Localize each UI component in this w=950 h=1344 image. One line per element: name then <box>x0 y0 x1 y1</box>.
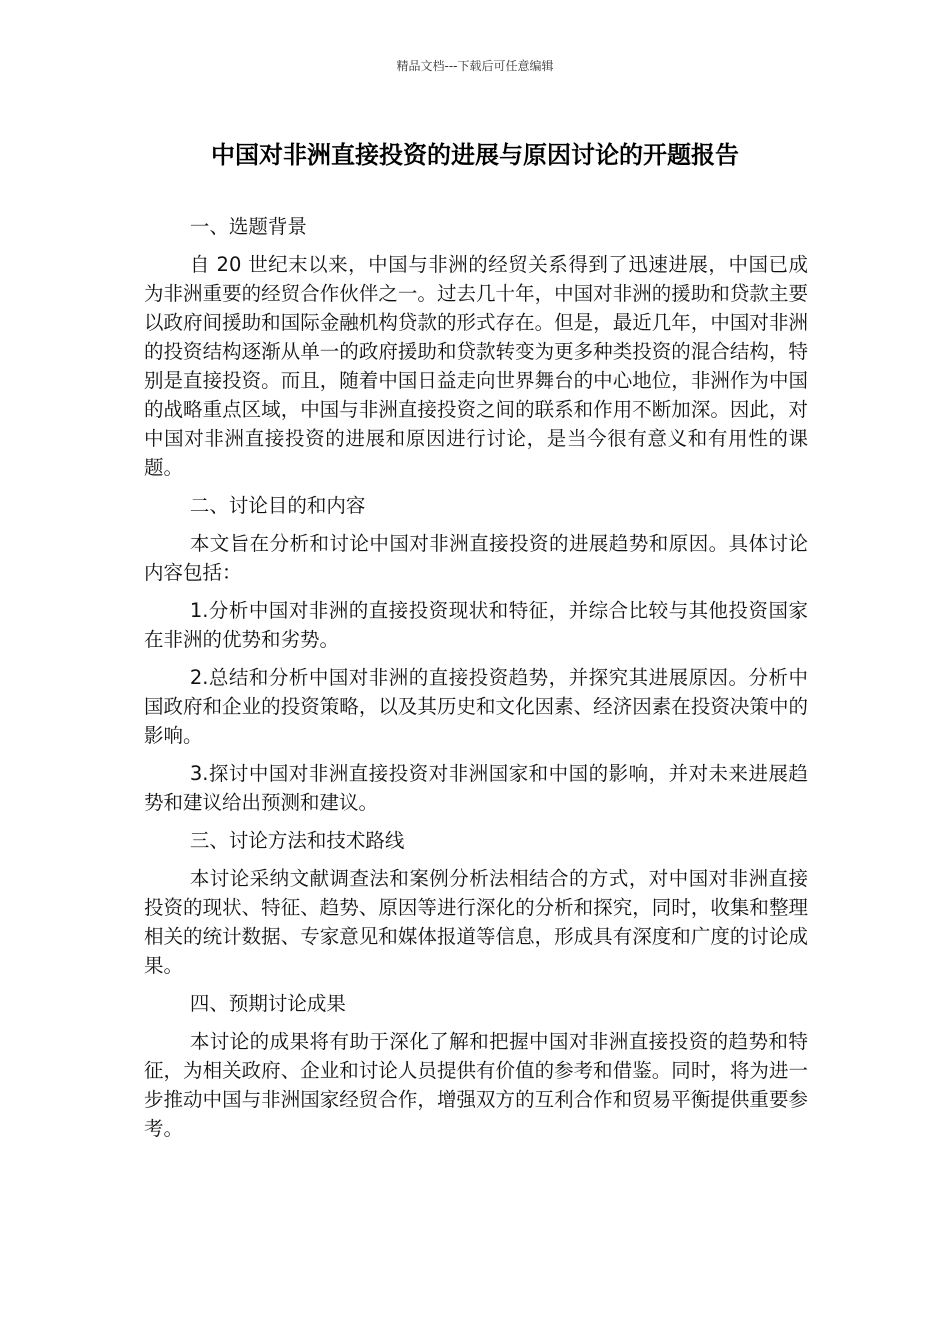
page-header-note: 精品文档---下载后可任意编辑 <box>396 59 554 73</box>
section-heading-outcomes: 四、预期讨论成果 <box>189 992 346 1015</box>
paragraph-purpose-item-2: 2.总结和分析中国对非洲的直接投资趋势，并探究其进展原因。分析中国政府和企业的投资策略，以及其历史和文化因素、经济因素在投资决策中的影响。 <box>144 666 808 747</box>
document-title: 中国对非洲直接投资的进展与原因讨论的开题报告 <box>211 141 739 169</box>
paragraph-purpose-item-3: 3.探讨中国对非洲直接投资对非洲国家和中国的影响，并对未来进展趋势和建议给出预测和建议。 <box>144 762 808 814</box>
paragraph-methods: 本讨论采纳文献调查法和案例分析法相结合的方式，对中国对非洲直接投资的现状、特征、趋势、原因等进行深化的分析和探究，同时，收集和整理相关的统计数据、专家意见和媒体报道等信息，形成具有深度和广度的讨论成果。 <box>144 867 808 977</box>
paragraph-purpose-item-1: 1.分析中国对非洲的直接投资现状和特征，并综合比较与其他投资国家在非洲的优势和劣势。 <box>144 599 808 651</box>
paragraph-background: 自 20 世纪末以来，中国与非洲的经贸关系得到了迅速进展，中国已成为非洲重要的经贸合作伙伴之一。过去几十年，中国对非洲的援助和贷款主要以政府间援助和国际金融机构贷款的形式存在。但是，最近几年，中国对非洲的投资结构逐渐从单一的政府援助和贷款转变为更多种类投资的混合结构，特别是直接投资。而且，随着中国日益走向世界舞台的中心地位，非洲作为中国的战略重点区域，中国与非洲直接投资之间的联系和作用不断加深。因此，对中国对非洲直接投资的进展和原因进行讨论，是当今很有意义和有用性的课题。 <box>144 253 808 479</box>
section-heading-purpose: 二、讨论目的和内容 <box>189 494 366 517</box>
paragraph-outcomes: 本讨论的成果将有助于深化了解和把握中国对非洲直接投资的趋势和特征，为相关政府、企业和讨论人员提供有价值的参考和借鉴。同时，将为进一步推动中国与非洲国家经贸合作，增强双方的互利合作和贸易平衡提供重要参考。 <box>144 1030 808 1140</box>
paragraph-purpose-intro: 本文旨在分析和讨论中国对非洲直接投资的进展趋势和原因。具体讨论内容包括： <box>144 532 808 584</box>
document-body <box>144 212 808 1152</box>
section-heading-methods: 三、讨论方法和技术路线 <box>189 829 405 852</box>
section-heading-background: 一、选题背景 <box>189 215 307 238</box>
